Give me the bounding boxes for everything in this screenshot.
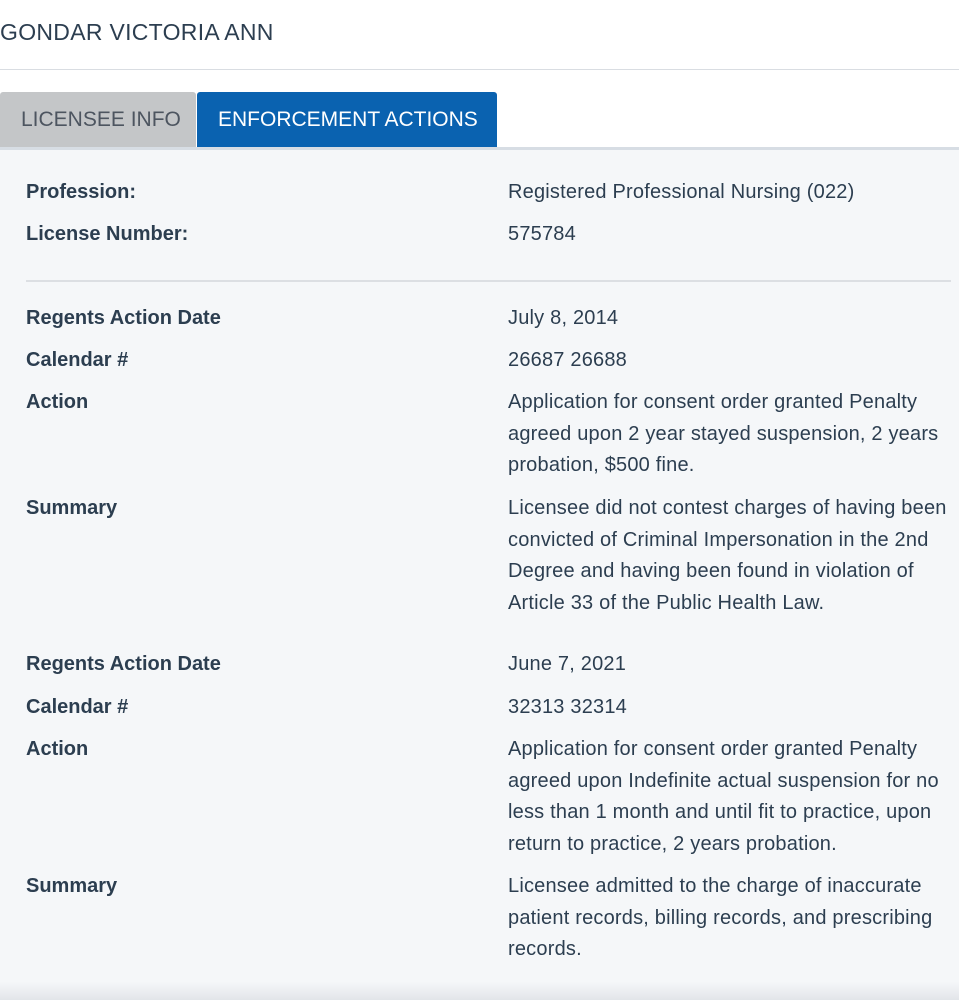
- action-value: Application for consent order granted Penalty agreed upon 2 year stayed suspension, 2 years probation, $500 fine.: [508, 391, 939, 477]
- regents-action-date-value: July 8, 2014: [508, 307, 619, 329]
- summary-label: Summary: [26, 875, 118, 897]
- summary-label: Summary: [26, 497, 118, 519]
- enforcement-panel: [0, 147, 959, 1000]
- action-label: Action: [26, 391, 89, 413]
- action-value: Application for consent order granted Penalty agreed upon Indefinite actual suspension for no less than 1 month and until fit to practice, upon return to practice, 2 years probation.: [508, 738, 939, 855]
- calendar-value: 26687 26688: [508, 349, 627, 371]
- profession-value: Registered Professional Nursing (022): [508, 181, 855, 203]
- bottom-shadow: [0, 982, 959, 1000]
- regents-action-date-label: Regents Action Date: [26, 307, 221, 329]
- header: [0, 0, 959, 70]
- summary-value: Licensee did not contest charges of having been convicted of Criminal Impersonation in the 2nd Degree and having been found in violation of Article 33 of the Public Health Law.: [508, 497, 947, 614]
- calendar-label: Calendar #: [26, 349, 129, 371]
- licensee-name: GONDAR VICTORIA ANN: [0, 19, 274, 45]
- calendar-value: 32313 32314: [508, 696, 627, 718]
- tab-licensee-info[interactable]: LICENSEE INFO: [0, 92, 196, 147]
- calendar-label: Calendar #: [26, 696, 129, 718]
- summary-value: Licensee admitted to the charge of inaccurate patient records, billing records, and prescribing records.: [508, 875, 933, 961]
- action-label: Action: [26, 738, 89, 760]
- regents-action-date-value: June 7, 2021: [508, 653, 627, 675]
- tab-enforcement-actions[interactable]: ENFORCEMENT ACTIONS: [197, 92, 497, 147]
- profession-label: Profession:: [26, 181, 137, 203]
- license-number-value: 575784: [508, 223, 576, 245]
- license-number-label: License Number:: [26, 223, 189, 245]
- section-divider: [26, 280, 951, 282]
- tab-bar: [0, 92, 497, 147]
- regents-action-date-label: Regents Action Date: [26, 653, 221, 675]
